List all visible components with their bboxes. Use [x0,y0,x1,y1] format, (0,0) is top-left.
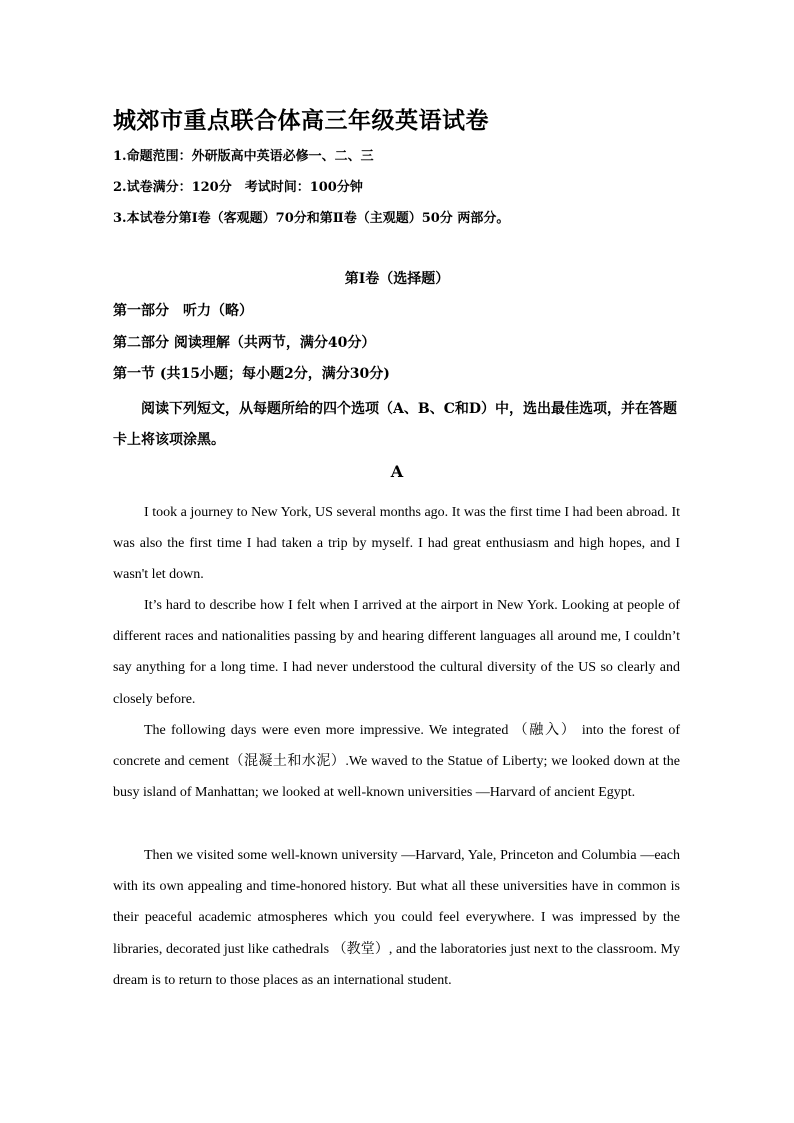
exam-note-scope: 1.命题范围：外研版高中英语必修一、二、三 [113,149,374,164]
passage-paragraph: I took a journey to New York, US several months ago. It was the first time I had been abroad. It was also the first time I had taken a trip by myself. I had great enthusiasm and high hopes, and I wasn't let down. [113,505,680,583]
part-two-heading: 第二部分 阅读理解（共两节，满分40分） [113,335,376,351]
part-one-heading: 第一部分 听力（略） [113,303,253,319]
passage-paragraph: Then we visited some well-known university —Harvard, Yale, Princeton and Columbia —each with its own appealing and time-honored history. But what all these universities have in common is their peaceful academic atmospheres which you could feel everywhere. I was impressed by the libraries, decorated just like cathedrals （教堂）, and the laboratories just next to the classroom. My dream is to return to those places as an international student. [113,848,680,988]
passage-paragraph: It’s hard to describe how I felt when I arrived at the airport in New York. Looking at people of different races and nationalities passing by and hearing different languages all around me, I couldn’t say anything for a long time. I had never understood the cultural diversity of the US so clearly and closely before. [113,598,680,707]
passage-label: A [390,462,404,481]
section-one-heading: 第一节 (共15小题；每小题2分，满分30分) [113,366,390,382]
reading-instructions: 阅读下列短文，从每题所给的四个选项（A、B、C和D）中，选出最佳选项，并在答题卡上将该项涂黑。 [113,401,677,448]
section-title: 第Ⅰ卷（选择题） [344,271,450,287]
exam-title: 城郊市重点联合体高三年级英语试卷 [113,107,489,134]
passage-paragraph: The following days were even more impressive. We integrated （融入） into the forest of concrete and cement（混凝土和水泥）.We waved to the Statue of Liberty; we looked down at the busy island of Manhattan; we looked at well-known universities —Harvard of ancient Egypt. [113,723,680,801]
exam-note-score-time: 2.试卷满分：120分 考试时间：100分钟 [113,180,363,195]
exam-note-structure: 3.本试卷分第Ⅰ卷（客观题）70分和第Ⅱ卷（主观题）50分 两部分。 [113,211,510,226]
